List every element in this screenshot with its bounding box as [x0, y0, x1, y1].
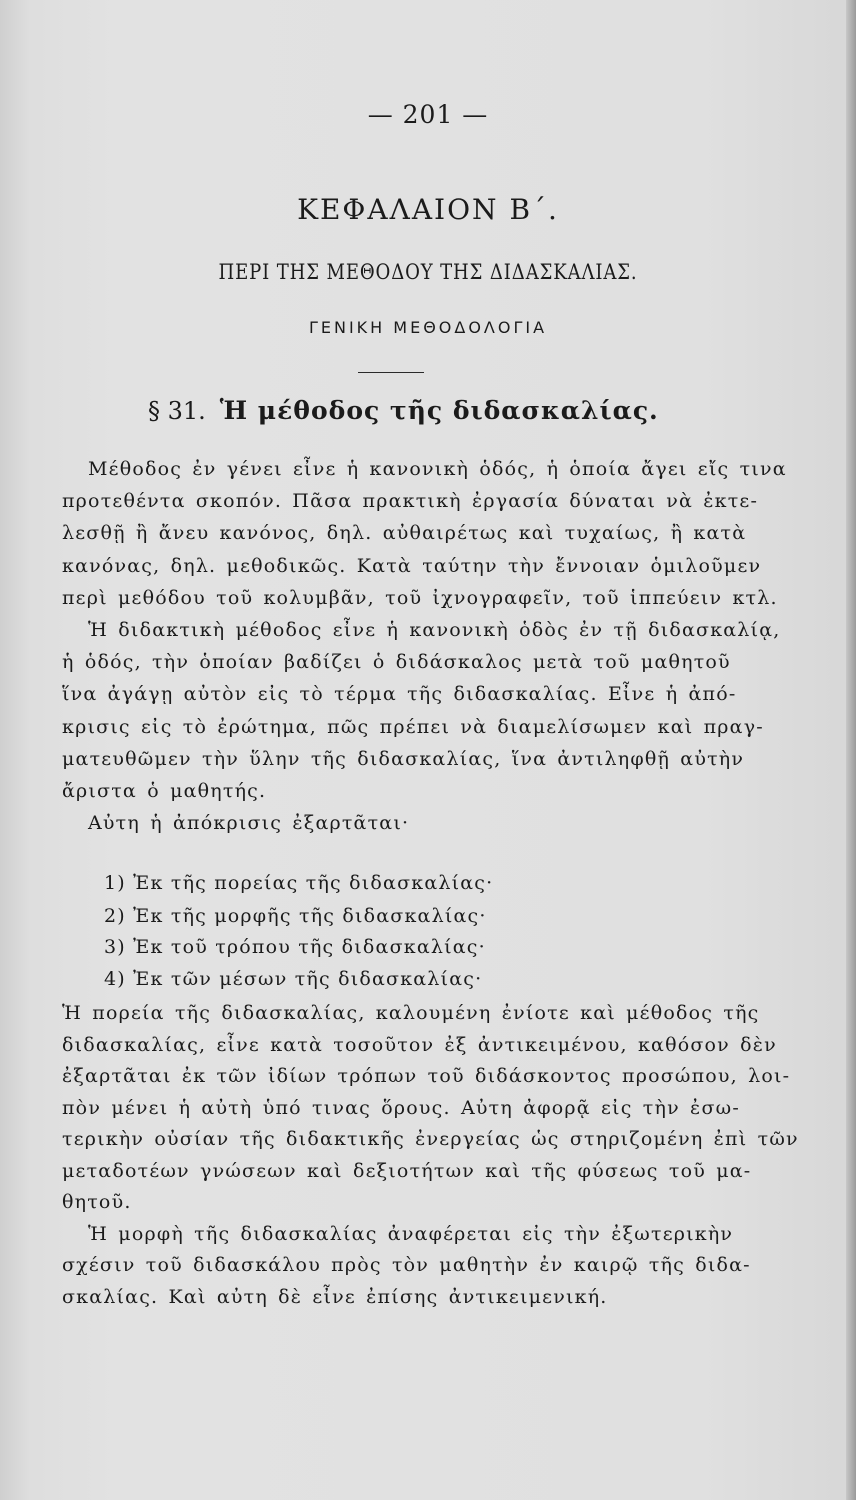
text-line: Ἡ διδακτικὴ μέθοδος εἶνε ἡ κανονικὴ ὁδὸς ἐν τῇ διδασκαλίᾳ, — [88, 619, 781, 641]
text-line: πὸν μένει ἡ αὐτὴ ὑπό τινας ὅρους. Αὐτη ἀφορᾷ εἰς τὴν ἐσω- — [62, 1096, 740, 1119]
section-heading: ΓΕΝΙΚΗ ΜΕΘΟΔΟΛΟΓΙΑ — [308, 318, 548, 337]
divider-rule — [358, 372, 424, 373]
paragraph-heading — [148, 396, 708, 425]
text-line: περὶ μεθόδου τοῦ κολυμβᾶν, τοῦ ἰχνογραφεῖν, τοῦ ἱππεύειν κτλ. — [62, 586, 778, 609]
text-line: λεσθῇ ἢ ἄνευ κανόνος, δηλ. αὐθαιρέτως καὶ τυχαίως, ἢ κατὰ — [62, 522, 747, 545]
text-line: διδασκαλίας, εἶνε κατὰ τοσοῦτον ἐξ ἀντικειμένου, καθόσον δὲν — [62, 1033, 777, 1056]
text-line: θητοῦ. — [62, 1191, 132, 1213]
text-line: ἐξαρτᾶται ἐκ τῶν ἰδίων τρόπων τοῦ διδάσκοντος προσώπου, λοι- — [62, 1065, 791, 1087]
text-line: τερικὴν οὐσίαν τῆς διδακτικῆς ἐνεργείας ὡς στηριζομένη ἐπὶ τῶν — [62, 1128, 799, 1150]
paragraph-number: § 31. — [148, 397, 206, 425]
chapter-title: ΚΕΦΑΛΑΙΟΝ Β΄. — [297, 193, 559, 226]
text-line: ματευθῶμεν τὴν ὕλην τῆς διδασκαλίας, ἵνα ἀντιληφθῇ αὐτὴν — [62, 747, 745, 770]
list-item: 4) Ἐκ τῶν μέσων τῆς διδασκαλίας· — [104, 968, 483, 990]
text-line: προτεθέντα σκοπόν. Πᾶσα πρακτικὴ ἐργασία δύναται νὰ ἐκτε- — [62, 490, 759, 513]
text-line: Ἡ πορεία τῆς διδασκαλίας, καλουμένη ἐνίοτε καὶ μέθοδος τῆς — [62, 1002, 760, 1024]
chapter-subtitle: ΠΕΡΙ ΤΗΣ ΜΕΘΟΔΟΥ ΤΗΣ ΔΙΔΑΣΚΑΛΙΑΣ. — [218, 260, 638, 284]
text-line: Αὐτη ἡ ἀπόκρισις ἐξαρτᾶται· — [88, 812, 410, 835]
text-line: μεταδοτέων γνώσεων καὶ δεξιοτήτων καὶ τῆς φύσεως τοῦ μα- — [62, 1159, 752, 1182]
text-line: κανόνας, δηλ. μεθοδικῶς. Κατὰ ταύτην τὴν ἔννοιαν ὁμιλοῦμεν — [62, 554, 762, 577]
page-number: — 201 — — [367, 100, 489, 129]
text-line: Μέθοδος ἐν γένει εἶνε ἡ κανονικὴ ὁδός, ἡ ὁποία ἄγει εἴς τινα — [88, 458, 787, 480]
paragraph-title: Ἡ μέθοδος τῆς διδασκαλίας. — [219, 396, 659, 425]
text-line: ἡ ὁδός, τὴν ὁποίαν βαδίζει ὁ διδάσκαλος μετὰ τοῦ μαθητοῦ — [62, 651, 731, 674]
list-item: 1) Ἐκ τῆς πορείας τῆς διδασκαλίας· — [104, 872, 494, 894]
text-line: ἄριστα ὁ μαθητής. — [62, 780, 267, 802]
text-line: κρισις εἰς τὸ ἐρώτημα, πῶς πρέπει νὰ διαμελίσωμεν καὶ πραγ- — [62, 715, 764, 738]
list-item: 2) Ἐκ τῆς μορφῆς τῆς διδασκαλίας· — [104, 905, 487, 927]
text-line: σχέσιν τοῦ διδασκάλου πρὸς τὸν μαθητὴν ἐν καιρῷ τῆς διδα- — [62, 1254, 751, 1276]
text-line: ἵνα ἀγάγῃ αὐτὸν εἰς τὸ τέρμα τῆς διδασκαλίας. Εἶνε ἡ ἀπό- — [62, 683, 737, 706]
text-line: σκαλίας. Καὶ αὐτη δὲ εἶνε ἐπίσης ἀντικειμενική. — [62, 1285, 608, 1308]
text-line: Ἡ μορφὴ τῆς διδασκαλίας ἀναφέρεται εἰς τὴν ἐξωτερικὴν — [88, 1222, 734, 1245]
list-item: 3) Ἐκ τοῦ τρόπου τῆς διδασκαλίας· — [104, 936, 486, 958]
